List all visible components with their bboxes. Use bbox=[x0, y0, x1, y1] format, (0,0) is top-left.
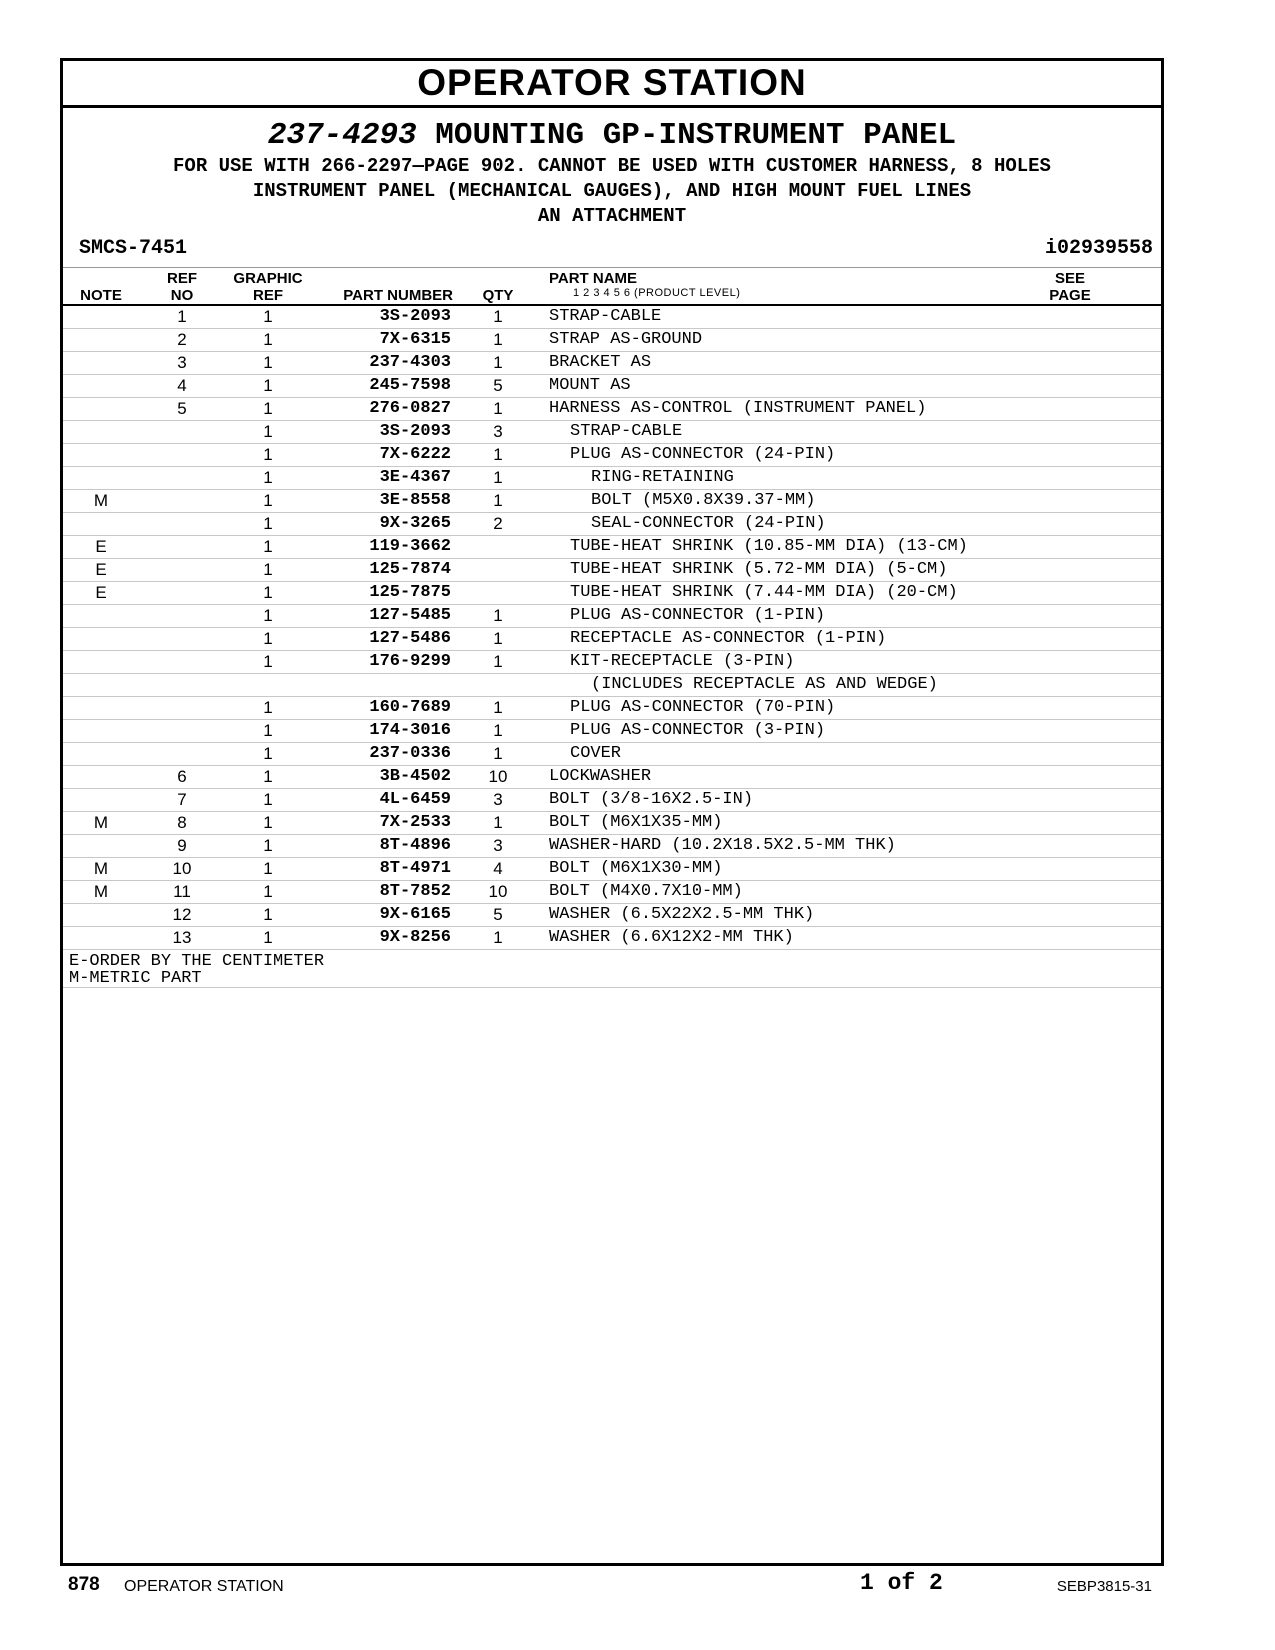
page-frame bbox=[60, 58, 1164, 1566]
qty-cell: 10 bbox=[488, 882, 508, 901]
qty-cell: 1 bbox=[493, 813, 503, 832]
qty-cell: 1 bbox=[493, 744, 503, 763]
part-name-cell: SEAL-CONNECTOR (24-PIN) bbox=[591, 514, 826, 533]
qty-cell: 5 bbox=[493, 376, 503, 395]
note-cell: M bbox=[93, 882, 109, 901]
graphic-ref-cell: 1 bbox=[263, 583, 273, 602]
part-name-cell: WASHER (6.6X12X2-MM THK) bbox=[549, 928, 794, 947]
graphic-ref-cell: 1 bbox=[263, 330, 273, 349]
part-name-cell: (INCLUDES RECEPTACLE AS AND WEDGE) bbox=[591, 675, 938, 694]
part-name-cell: PLUG AS-CONNECTOR (1-PIN) bbox=[570, 606, 826, 625]
graphic-ref-cell: 1 bbox=[263, 882, 273, 901]
part-name-cell: RECEPTACLE AS-CONNECTOR (1-PIN) bbox=[570, 629, 887, 648]
part-name-cell: RING-RETAINING bbox=[591, 468, 734, 487]
part-number-cell: 8T-4971 bbox=[379, 859, 451, 878]
table-row bbox=[63, 674, 1161, 697]
part-name-cell: BOLT (M6X1X30-MM) bbox=[549, 859, 723, 878]
qty-cell: 1 bbox=[493, 353, 503, 372]
header-ref-no bbox=[157, 270, 207, 304]
graphic-ref-cell: 1 bbox=[263, 813, 273, 832]
part-number-cell: 9X-8256 bbox=[379, 928, 451, 947]
part-number-cell: 7X-2533 bbox=[379, 813, 451, 832]
graphic-ref-cell: 1 bbox=[263, 422, 273, 441]
table-row bbox=[63, 743, 1161, 766]
ref-no-cell: 6 bbox=[177, 767, 187, 786]
part-number-cell: 276-0827 bbox=[369, 399, 451, 418]
qty-cell: 1 bbox=[493, 606, 503, 625]
footnote-e: E-ORDER BY THE CENTIMETER bbox=[69, 952, 325, 971]
table-row bbox=[63, 812, 1161, 835]
table-row bbox=[63, 927, 1161, 950]
graphic-ref-cell: 1 bbox=[263, 905, 273, 924]
part-name-cell: HARNESS AS-CONTROL (INSTRUMENT PANEL) bbox=[549, 399, 927, 418]
parts-table bbox=[63, 306, 1161, 950]
group-title bbox=[63, 118, 1161, 154]
qty-cell: 4 bbox=[493, 859, 503, 878]
part-name-cell: WASHER (6.5X22X2.5-MM THK) bbox=[549, 905, 815, 924]
note-cell: M bbox=[93, 859, 109, 878]
codes-line bbox=[63, 237, 1161, 263]
graphic-ref-cell: 1 bbox=[263, 376, 273, 395]
part-number-cell: 176-9299 bbox=[369, 652, 451, 671]
table-header bbox=[63, 267, 1161, 306]
graphic-ref-cell: 1 bbox=[263, 307, 273, 326]
header-see-page-line2: PAGE bbox=[1049, 287, 1091, 304]
qty-cell: 1 bbox=[493, 491, 503, 510]
graphic-ref-cell: 1 bbox=[263, 445, 273, 464]
part-name-cell: PLUG AS-CONNECTOR (24-PIN) bbox=[570, 445, 836, 464]
part-number-cell: 160-7689 bbox=[369, 698, 451, 717]
table-row bbox=[63, 375, 1161, 398]
header-note: NOTE bbox=[80, 287, 122, 304]
table-row bbox=[63, 467, 1161, 490]
table-row bbox=[63, 490, 1161, 513]
note-cell: E bbox=[95, 583, 107, 602]
page-footer bbox=[60, 1568, 1164, 1598]
part-number-cell: 3E-8558 bbox=[379, 491, 451, 510]
qty-cell: 1 bbox=[493, 698, 503, 717]
part-number-cell: 237-0336 bbox=[369, 744, 451, 763]
part-name-cell: COVER bbox=[570, 744, 622, 763]
header-qty: QTY bbox=[482, 287, 514, 304]
header-see-page-line1: SEE bbox=[1054, 270, 1085, 287]
part-number-cell: 3S-2093 bbox=[379, 422, 451, 441]
qty-cell: 1 bbox=[493, 928, 503, 947]
table-row bbox=[63, 720, 1161, 743]
graphic-ref-cell: 1 bbox=[263, 629, 273, 648]
header-graphic-ref bbox=[225, 270, 311, 304]
part-number-cell: 8T-7852 bbox=[379, 882, 451, 901]
ref-no-cell: 1 bbox=[177, 307, 187, 326]
part-number-cell: 125-7875 bbox=[369, 583, 451, 602]
part-number-cell: 9X-6165 bbox=[379, 905, 451, 924]
footnote-m: M-METRIC PART bbox=[69, 969, 202, 988]
graphic-ref-cell: 1 bbox=[263, 698, 273, 717]
qty-cell: 5 bbox=[493, 905, 503, 924]
ref-no-cell: 2 bbox=[177, 330, 187, 349]
graphic-ref-cell: 1 bbox=[263, 652, 273, 671]
ref-no-cell: 3 bbox=[177, 353, 187, 372]
note-cell: M bbox=[93, 491, 109, 510]
sheet-indicator: 1 of 2 bbox=[860, 1570, 943, 1596]
table-row bbox=[63, 766, 1161, 789]
smcs-code: SMCS-7451 bbox=[79, 237, 188, 260]
part-name-cell: LOCKWASHER bbox=[549, 767, 652, 786]
group-number: 237-4293 bbox=[267, 118, 417, 153]
part-name-cell: BOLT (M4X0.7X10-MM) bbox=[549, 882, 743, 901]
table-row bbox=[63, 421, 1161, 444]
graphic-ref-cell: 1 bbox=[263, 928, 273, 947]
qty-cell: 3 bbox=[493, 836, 503, 855]
ref-no-cell: 4 bbox=[177, 376, 187, 395]
footer-section: OPERATOR STATION bbox=[124, 1578, 284, 1595]
graphic-ref-cell: 1 bbox=[263, 560, 273, 579]
part-name-cell: BOLT (3/8-16X2.5-IN) bbox=[549, 790, 754, 809]
table-row bbox=[63, 559, 1161, 582]
table-row bbox=[63, 628, 1161, 651]
document-number: SEBP3815-31 bbox=[1056, 1578, 1152, 1595]
part-number-cell: 3B-4502 bbox=[379, 767, 451, 786]
table-row bbox=[63, 329, 1161, 352]
note-cell: E bbox=[95, 560, 107, 579]
part-name-cell: BRACKET AS bbox=[549, 353, 652, 372]
header-part-name: PART NAME bbox=[549, 270, 638, 287]
usage-line-3: AN ATTACHMENT bbox=[537, 205, 687, 227]
header-product-level: 1 2 3 4 5 6 (PRODUCT LEVEL) bbox=[573, 287, 741, 299]
part-number-cell: 174-3016 bbox=[369, 721, 451, 740]
part-number-cell: 237-4303 bbox=[369, 353, 451, 372]
table-row bbox=[63, 858, 1161, 881]
part-name-cell: TUBE-HEAT SHRINK (10.85-MM DIA) (13-CM) bbox=[570, 537, 968, 556]
graphic-ref-cell: 1 bbox=[263, 859, 273, 878]
header-see-page bbox=[1043, 270, 1097, 304]
table-row bbox=[63, 605, 1161, 628]
part-name-cell: MOUNT AS bbox=[549, 376, 631, 395]
table-row bbox=[63, 582, 1161, 605]
table-row bbox=[63, 398, 1161, 421]
part-number-cell: 9X-3265 bbox=[379, 514, 451, 533]
ref-no-cell: 8 bbox=[177, 813, 187, 832]
graphic-ref-cell: 1 bbox=[263, 836, 273, 855]
section-title: OPERATOR STATION bbox=[63, 61, 1161, 108]
header-ref-no-line2: NO bbox=[170, 287, 194, 304]
illustration-id: i02939558 bbox=[1044, 237, 1153, 260]
part-name-cell: TUBE-HEAT SHRINK (5.72-MM DIA) (5-CM) bbox=[570, 560, 948, 579]
table-row bbox=[63, 536, 1161, 559]
graphic-ref-cell: 1 bbox=[263, 767, 273, 786]
qty-cell: 1 bbox=[493, 652, 503, 671]
qty-cell: 3 bbox=[493, 790, 503, 809]
graphic-ref-cell: 1 bbox=[263, 537, 273, 556]
part-name-cell: TUBE-HEAT SHRINK (7.44-MM DIA) (20-CM) bbox=[570, 583, 958, 602]
header-graphic-ref-line1: GRAPHIC bbox=[233, 270, 303, 287]
part-name-cell: STRAP AS-GROUND bbox=[549, 330, 703, 349]
qty-cell: 1 bbox=[493, 399, 503, 418]
graphic-ref-cell: 1 bbox=[263, 744, 273, 763]
part-name-cell: BOLT (M5X0.8X39.37-MM) bbox=[591, 491, 816, 510]
graphic-ref-cell: 1 bbox=[263, 399, 273, 418]
part-number-cell: 3E-4367 bbox=[379, 468, 451, 487]
part-number-cell: 127-5486 bbox=[369, 629, 451, 648]
table-row bbox=[63, 306, 1161, 329]
qty-cell: 1 bbox=[493, 629, 503, 648]
group-name: MOUNTING GP-INSTRUMENT PANEL bbox=[435, 118, 957, 153]
part-name-cell: PLUG AS-CONNECTOR (70-PIN) bbox=[570, 698, 836, 717]
table-row bbox=[63, 651, 1161, 674]
part-name-cell: PLUG AS-CONNECTOR (3-PIN) bbox=[570, 721, 826, 740]
qty-cell: 1 bbox=[493, 721, 503, 740]
qty-cell: 10 bbox=[488, 767, 508, 786]
ref-no-cell: 5 bbox=[177, 399, 187, 418]
part-number-cell: 127-5485 bbox=[369, 606, 451, 625]
table-row bbox=[63, 352, 1161, 375]
usage-line-1: FOR USE WITH 266-2297—PAGE 902. CANNOT BE USED WITH CUSTOMER HARNESS, 8 HOLES bbox=[173, 155, 1051, 177]
ref-no-cell: 11 bbox=[173, 882, 191, 901]
table-row bbox=[63, 444, 1161, 467]
header-graphic-ref-line2: REF bbox=[253, 287, 283, 304]
graphic-ref-cell: 1 bbox=[263, 468, 273, 487]
table-row bbox=[63, 789, 1161, 812]
part-number-cell: 3S-2093 bbox=[379, 307, 451, 326]
ref-no-cell: 12 bbox=[172, 905, 192, 924]
ref-no-cell: 7 bbox=[177, 790, 187, 809]
part-number-cell: 245-7598 bbox=[369, 376, 451, 395]
qty-cell: 2 bbox=[493, 514, 503, 533]
ref-no-cell: 13 bbox=[172, 928, 192, 947]
graphic-ref-cell: 1 bbox=[263, 491, 273, 510]
part-name-cell: KIT-RECEPTACLE (3-PIN) bbox=[570, 652, 795, 671]
table-row bbox=[63, 835, 1161, 858]
part-name-cell: STRAP-CABLE bbox=[570, 422, 683, 441]
graphic-ref-cell: 1 bbox=[263, 606, 273, 625]
part-number-cell: 7X-6222 bbox=[379, 445, 451, 464]
qty-cell: 1 bbox=[493, 445, 503, 464]
part-number-cell: 7X-6315 bbox=[379, 330, 451, 349]
graphic-ref-cell: 1 bbox=[263, 514, 273, 533]
part-number-cell: 8T-4896 bbox=[379, 836, 451, 855]
graphic-ref-cell: 1 bbox=[263, 790, 273, 809]
qty-cell: 1 bbox=[493, 330, 503, 349]
qty-cell: 1 bbox=[493, 307, 503, 326]
ref-no-cell: 10 bbox=[172, 859, 192, 878]
table-row bbox=[63, 513, 1161, 536]
part-number-cell: 4L-6459 bbox=[379, 790, 451, 809]
usage-line-2: INSTRUMENT PANEL (MECHANICAL GAUGES), AND HIGH MOUNT FUEL LINES bbox=[252, 180, 972, 202]
part-number-cell: 119-3662 bbox=[369, 537, 451, 556]
note-cell: E bbox=[95, 537, 107, 556]
table-row bbox=[63, 881, 1161, 904]
footnotes bbox=[63, 950, 1161, 988]
table-row bbox=[63, 904, 1161, 927]
part-name-cell: BOLT (M6X1X35-MM) bbox=[549, 813, 723, 832]
part-number-cell: 125-7874 bbox=[369, 560, 451, 579]
graphic-ref-cell: 1 bbox=[263, 353, 273, 372]
part-name-cell: STRAP-CABLE bbox=[549, 307, 662, 326]
qty-cell: 1 bbox=[493, 468, 503, 487]
table-row bbox=[63, 697, 1161, 720]
ref-no-cell: 9 bbox=[177, 836, 187, 855]
page-number: 878 bbox=[68, 1574, 100, 1595]
header-ref-no-line1: REF bbox=[167, 270, 197, 287]
header-part-number: PART NUMBER bbox=[343, 287, 453, 304]
qty-cell: 3 bbox=[493, 422, 503, 441]
part-name-cell: WASHER-HARD (10.2X18.5X2.5-MM THK) bbox=[549, 836, 896, 855]
note-cell: M bbox=[93, 813, 109, 832]
graphic-ref-cell: 1 bbox=[263, 721, 273, 740]
